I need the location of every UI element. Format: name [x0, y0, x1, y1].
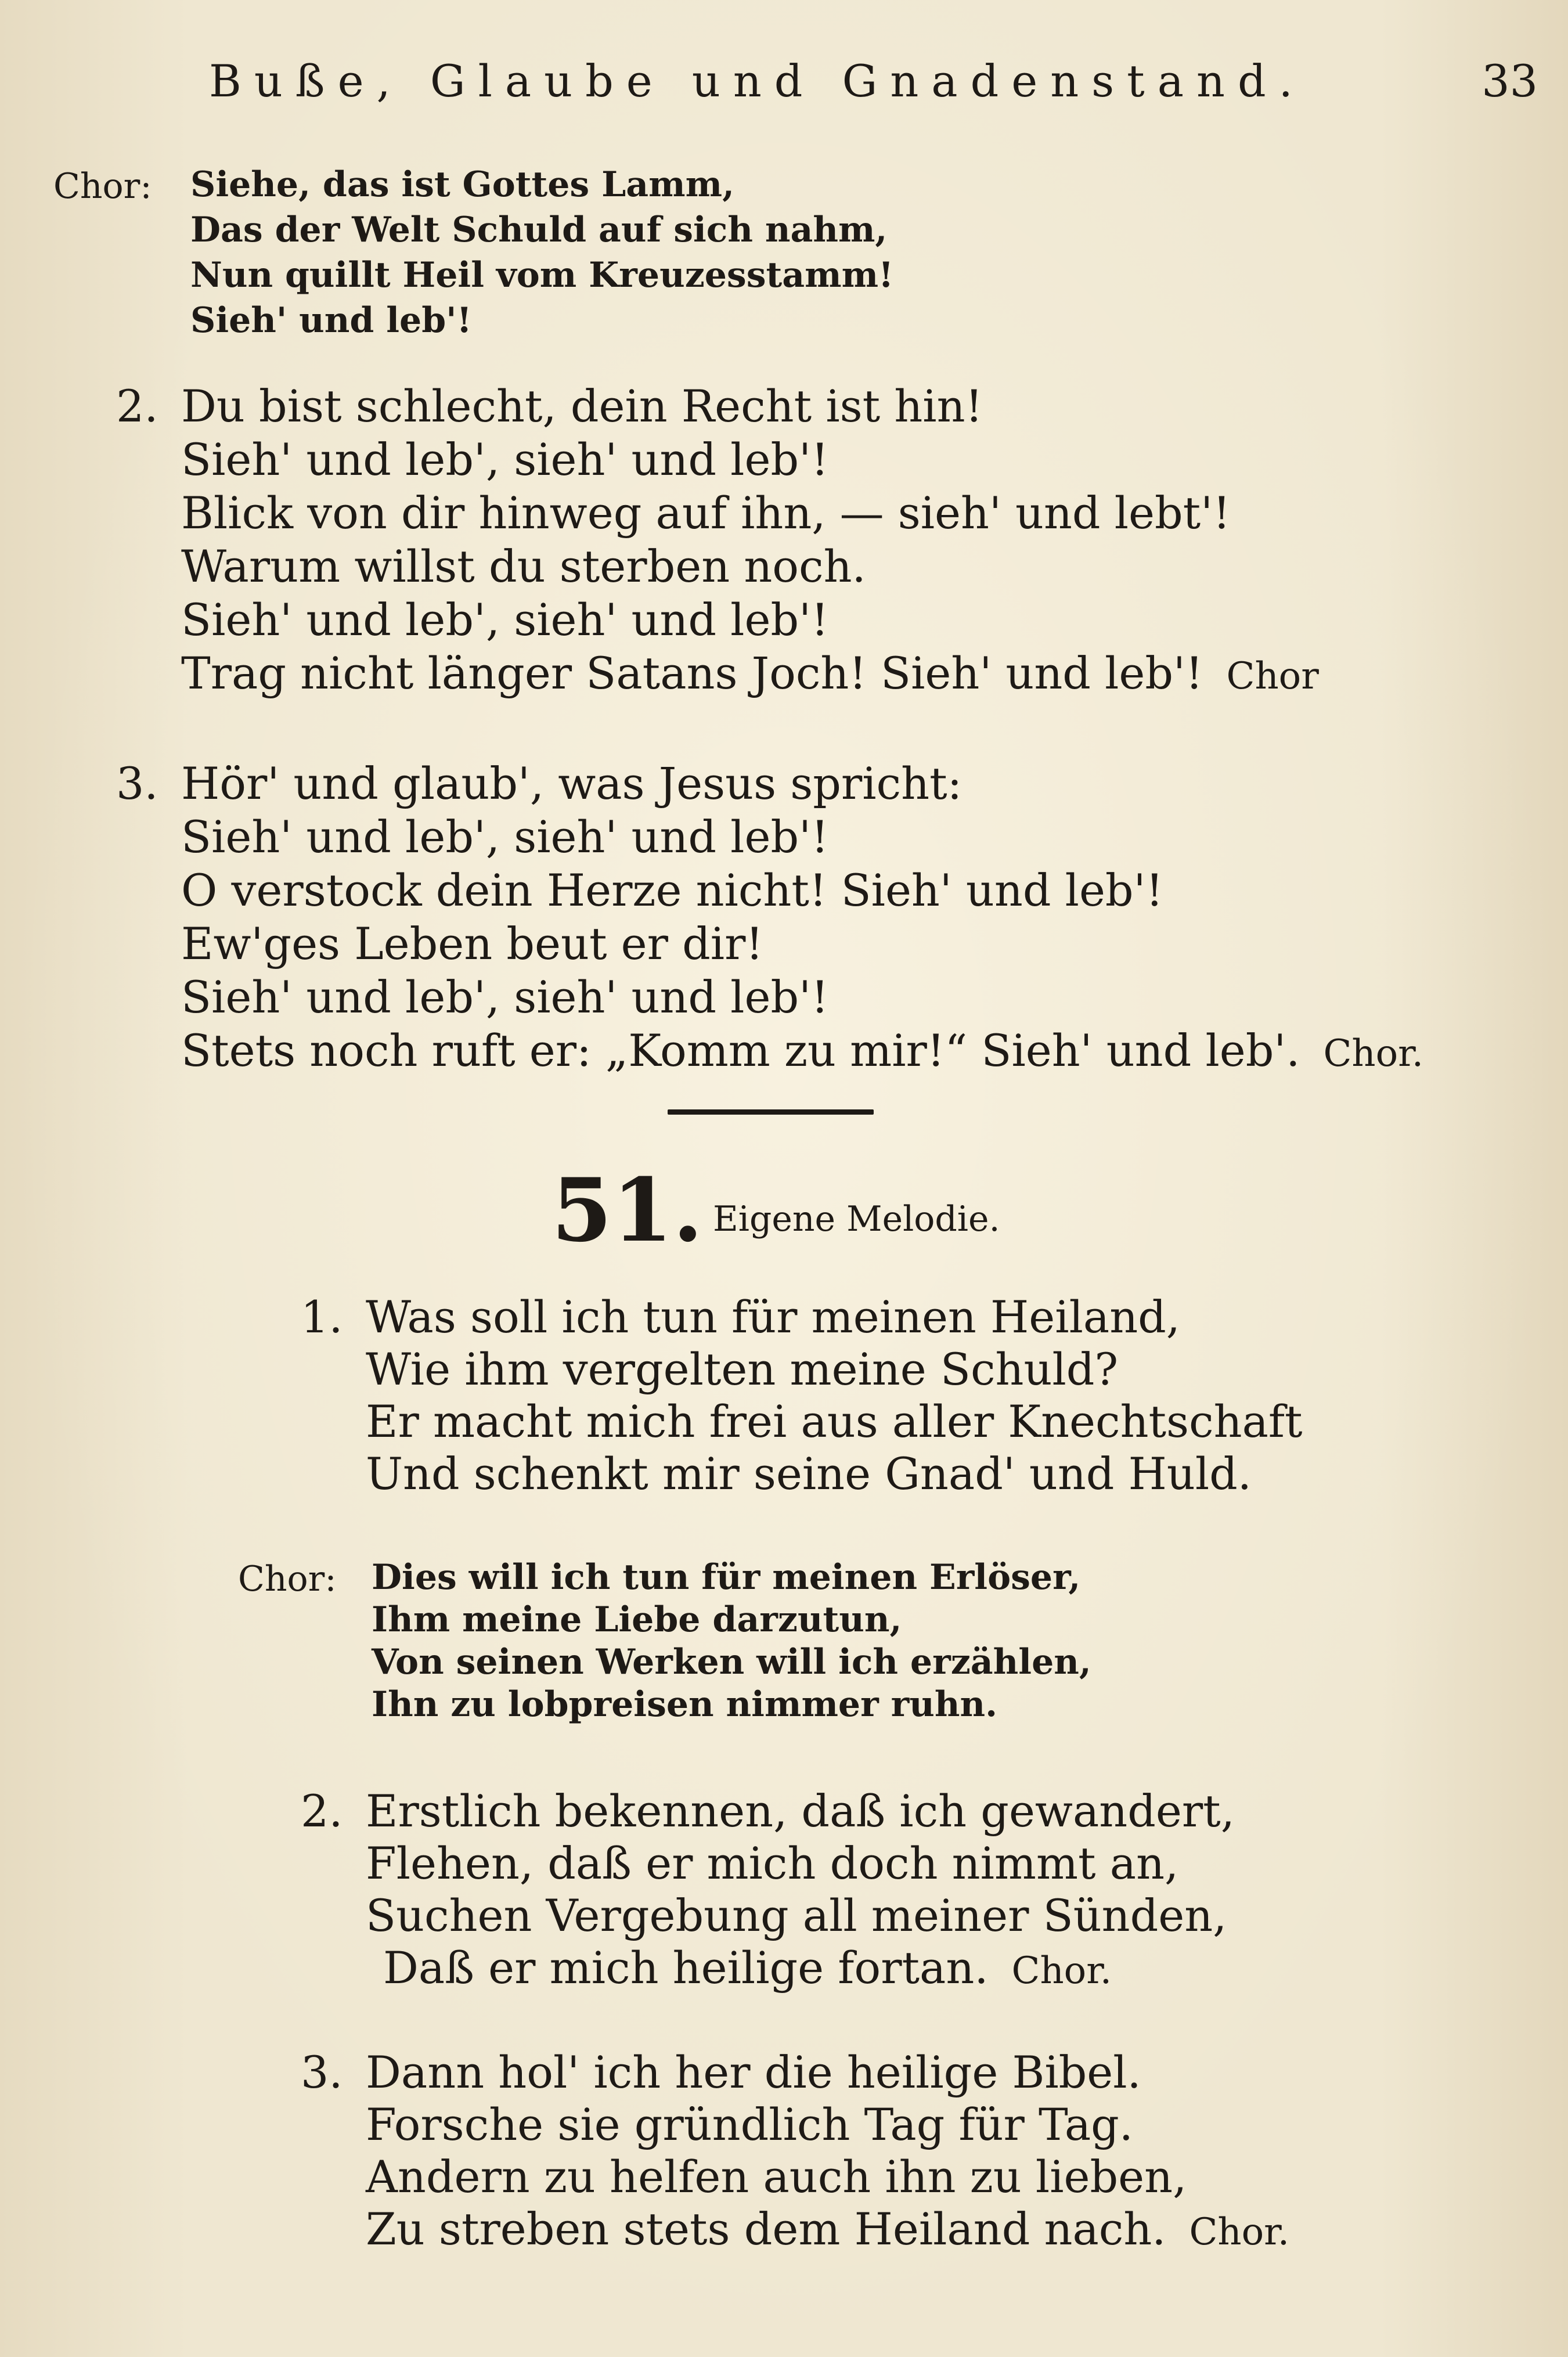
verse-line: Warum willst du sterben noch.	[181, 540, 866, 592]
verse-line-text: Daß er mich heilige fortan.	[383, 1942, 989, 1994]
verse-number: 2.	[301, 1785, 343, 1837]
chorus-line: Nun quillt Heil vom Kreuzesstamm!	[190, 255, 894, 295]
verse-line: Dann hol' ich her die heilige Bibel.	[366, 2046, 1141, 2098]
chorus-reference: Chor	[1226, 655, 1319, 698]
verse-line: Du bist schlecht, dein Recht ist hin!	[181, 380, 983, 432]
verse-line-text: Stets noch ruft er: „Komm zu mir!“ Sieh' und leb'.	[181, 1025, 1300, 1076]
verse-line: Sieh' und leb', sieh' und leb'!	[181, 434, 829, 485]
chorus-reference: Chor.	[1323, 1032, 1424, 1075]
verse-line: Blick von dir hinweg auf ihn, — sieh' und lebt'!	[181, 487, 1231, 539]
chorus-line: Sieh' und leb'!	[190, 300, 472, 341]
verse-line: Hör' und glaub', was Jesus spricht:	[181, 758, 963, 809]
verse-line: Er macht mich frei aus aller Knechtschaft	[366, 1396, 1303, 1447]
verse-line-text: Trag nicht länger Satans Joch! Sieh' und leb'!	[181, 647, 1203, 699]
verse-line: Sieh' und leb', sieh' und leb'!	[181, 971, 829, 1023]
verse-line	[181, 647, 1319, 699]
verse-line	[383, 1942, 1112, 1994]
verse-line: Sieh' und leb', sieh' und leb'!	[181, 811, 829, 863]
verse-line: Flehen, daß er mich doch nimmt an,	[366, 1837, 1179, 1889]
chorus-label: Chor:	[53, 166, 152, 207]
verse-number: 3.	[301, 2046, 343, 2098]
chorus-line: Ihm meine Liebe darzutun,	[372, 1599, 902, 1640]
verse-line: Forsche sie gründlich Tag für Tag.	[366, 2099, 1133, 2150]
verse-line: Suchen Vergebung all meiner Sünden,	[366, 1890, 1227, 1941]
verse-line: Sieh' und leb', sieh' und leb'!	[181, 594, 829, 646]
verse-line: Ew'ges Leben beut er dir!	[181, 918, 763, 970]
verse-line: Erstlich bekennen, daß ich gewandert,	[366, 1785, 1235, 1837]
verse-line: Was soll ich tun für meinen Heiland,	[366, 1291, 1180, 1343]
chorus-label: Chor:	[238, 1559, 337, 1599]
hymn-number: 51.	[551, 1159, 703, 1262]
verse-line: Andern zu helfen auch ihn zu lieben,	[366, 2151, 1187, 2203]
verse-line: Wie ihm vergelten meine Schuld?	[366, 1343, 1119, 1395]
chorus-line: Ihn zu lobpreisen nimmer ruhn.	[372, 1684, 997, 1725]
verse-line	[366, 2203, 1289, 2255]
page-number: 33	[1482, 55, 1538, 107]
chorus-reference: Chor.	[1011, 1949, 1112, 1992]
chorus-line: Dies will ich tun für meinen Erlöser,	[372, 1557, 1081, 1598]
verse-line: Und schenkt mir seine Gnad' und Huld.	[366, 1448, 1252, 1500]
verse-number: 3.	[116, 758, 158, 809]
verse-line: O verstock dein Herze nicht! Sieh' und leb'!	[181, 864, 1164, 916]
verse-line	[181, 1025, 1423, 1076]
hymn-melody: Eigene Melodie.	[713, 1199, 1000, 1239]
verse-number: 2.	[116, 380, 158, 432]
chorus-reference: Chor.	[1189, 2211, 1290, 2254]
section-divider	[668, 1109, 874, 1115]
verse-number: 1.	[301, 1291, 343, 1343]
chorus-line: Das der Welt Schuld auf sich nahm,	[190, 210, 888, 250]
page-header	[0, 55, 1568, 107]
chorus-line: Siehe, das ist Gottes Lamm,	[190, 164, 735, 205]
running-title: Buße, Glaube und Gnadenstand.	[209, 55, 1306, 107]
verse-line-text: Zu streben stets dem Heiland nach.	[366, 2203, 1166, 2255]
chorus-line: Von seinen Werken will ich erzählen,	[372, 1642, 1091, 1682]
